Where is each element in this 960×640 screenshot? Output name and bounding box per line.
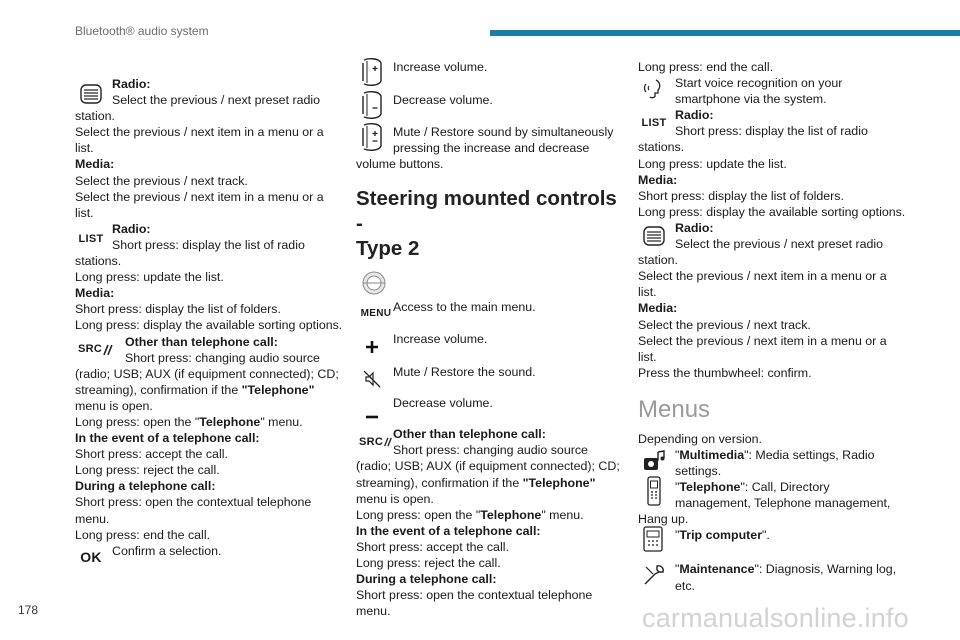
section-heading: Steering mounted controls - bbox=[356, 187, 617, 236]
text-line: Press the thumbwheel: confirm. bbox=[638, 365, 812, 380]
text-span: Maintenance bbox=[679, 562, 755, 577]
list-button-icon bbox=[641, 111, 667, 135]
text-span: ". bbox=[762, 528, 770, 543]
list-entry bbox=[638, 107, 918, 139]
voice-recognition-icon bbox=[641, 77, 667, 101]
text-span: Long press: open the " bbox=[356, 507, 481, 522]
text-line: Short press: changing audio source bbox=[393, 443, 588, 458]
text-line: Start voice recognition on your bbox=[675, 76, 843, 91]
menu-icon-label: MENU bbox=[360, 308, 392, 320]
text-line: list. bbox=[638, 285, 657, 300]
mute-wheel-icon bbox=[359, 125, 385, 149]
text-span: " bbox=[675, 447, 680, 462]
list-icon-label: LIST bbox=[78, 232, 104, 245]
text-span: Trip computer bbox=[679, 528, 763, 543]
text-line: Access to the main menu. bbox=[393, 300, 536, 315]
text-line: settings. bbox=[675, 464, 722, 479]
text-span: streaming), confirmation if the bbox=[75, 382, 242, 397]
text-line: Select the previous / next item in a menu or a bbox=[638, 333, 887, 348]
volume-up-wheel-icon bbox=[359, 60, 385, 84]
mute-icon bbox=[359, 367, 385, 391]
watermark: carmanualsonline.info bbox=[642, 603, 909, 633]
menu-multimedia-entry bbox=[638, 447, 918, 479]
media-heading: Media: bbox=[638, 172, 678, 187]
entry-heading: Other than telephone call: bbox=[393, 427, 546, 442]
text-line: Select the previous / next preset radio bbox=[675, 237, 884, 252]
text-line: menu. bbox=[356, 604, 391, 619]
text-line bbox=[675, 527, 918, 543]
menu-maintenance-entry bbox=[638, 561, 918, 593]
thumbwheel-entry bbox=[75, 76, 345, 108]
text-line bbox=[356, 475, 628, 491]
text-line: Short press: accept the call. bbox=[356, 539, 509, 554]
text-line: Short press: open the contextual telephone bbox=[356, 588, 593, 603]
media-heading: Media: bbox=[75, 286, 115, 301]
source-button-icon bbox=[359, 430, 393, 454]
text-span: " menu. bbox=[541, 507, 584, 522]
plus-entry bbox=[356, 331, 628, 364]
text-line: Decrease volume. bbox=[393, 93, 493, 107]
text-line: Short press: display the list of radio bbox=[112, 237, 305, 252]
text-line bbox=[675, 479, 918, 495]
menu-button-icon bbox=[359, 302, 393, 326]
voice-entry bbox=[638, 75, 918, 107]
column-3 bbox=[638, 59, 918, 594]
telephone-icon bbox=[641, 479, 667, 503]
text-span: Telephone bbox=[199, 414, 261, 429]
volume-up-entry bbox=[356, 59, 628, 92]
text-line: menu is open. bbox=[75, 398, 153, 413]
text-span: Telephone bbox=[480, 507, 542, 522]
menu-entry bbox=[356, 299, 628, 331]
text-line: Mute / Restore the sound. bbox=[393, 365, 536, 380]
text-span: Multimedia bbox=[679, 447, 745, 462]
page-number: 178 bbox=[18, 603, 39, 617]
trip-computer-icon bbox=[641, 527, 667, 551]
menu-trip-computer-entry bbox=[638, 527, 918, 561]
header-accent-bar bbox=[490, 30, 960, 36]
text-line: Increase volume. bbox=[393, 332, 488, 347]
text-line: stations. bbox=[638, 140, 685, 155]
header-title: Bluetooth® audio system bbox=[75, 24, 209, 38]
text-line: Long press: update the list. bbox=[75, 270, 224, 285]
text-line bbox=[675, 447, 918, 463]
entry-heading: Other than telephone call: bbox=[125, 334, 278, 349]
text-line: Depending on version. bbox=[638, 431, 762, 446]
ok-button-icon bbox=[78, 545, 104, 569]
steering-wheel-icon-row bbox=[356, 261, 628, 299]
text-line: Long press: display the available sorting options. bbox=[75, 318, 343, 333]
text-line: station. bbox=[638, 253, 678, 268]
steering-wheel-controls-icon bbox=[359, 270, 389, 296]
text-line: Short press: open the contextual telephone bbox=[75, 495, 312, 510]
text-line: Increase volume. bbox=[393, 60, 488, 74]
text-line: Select the previous / next item in a menu or a bbox=[75, 125, 324, 140]
text-line bbox=[675, 561, 918, 577]
text-span: Long press: open the " bbox=[75, 414, 200, 429]
text-line: Short press: accept the call. bbox=[75, 447, 228, 462]
ok-entry bbox=[75, 543, 345, 569]
text-line: Select the previous / next preset radio bbox=[112, 93, 321, 108]
text-line: Short press: display the list of folders. bbox=[638, 188, 844, 203]
text-span: " bbox=[675, 562, 680, 577]
text-line: (radio; USB; AUX (if equipment connected); CD; bbox=[75, 366, 339, 381]
text-line: list. bbox=[75, 205, 94, 220]
text-line: pressing the increase and decrease bbox=[393, 141, 590, 156]
src-entry bbox=[356, 426, 628, 458]
list-icon-label: LIST bbox=[641, 117, 667, 130]
text-line: Select the previous / next item in a menu or a bbox=[75, 189, 324, 204]
text-line: Long press: end the call. bbox=[75, 527, 211, 542]
ok-icon-label: OK bbox=[80, 548, 102, 565]
text-line: menu is open. bbox=[356, 491, 434, 506]
text-span: ": Media settings, Radio bbox=[744, 447, 875, 462]
text-line: etc. bbox=[675, 578, 695, 593]
text-line: smartphone via the system. bbox=[675, 92, 827, 107]
radio-heading: Radio: bbox=[112, 77, 151, 91]
text-line: menu. bbox=[75, 511, 110, 526]
text-line: Select the previous / next item in a menu or a bbox=[638, 269, 887, 284]
text-line: management, Telephone management, bbox=[675, 496, 891, 511]
src-icon-label: SRC bbox=[78, 343, 103, 356]
plus-icon bbox=[359, 335, 385, 359]
text-line: Mute / Restore sound by simultaneously bbox=[393, 125, 614, 139]
text-line: station. bbox=[75, 109, 115, 124]
text-span: ": Call, Directory bbox=[740, 480, 830, 495]
text-span: ": Diagnosis, Warning log, bbox=[754, 562, 897, 577]
entry-heading: In the event of a telephone call: bbox=[75, 431, 260, 446]
text-line: Select the previous / next track. bbox=[75, 173, 248, 188]
text-line: Decrease volume. bbox=[393, 396, 493, 411]
text-line: Select the previous / next track. bbox=[638, 317, 811, 332]
text-span: "Telephone" bbox=[241, 382, 315, 397]
volume-down-wheel-icon bbox=[359, 93, 385, 117]
list-button-icon bbox=[78, 227, 104, 251]
maintenance-icon bbox=[641, 563, 667, 587]
text-line bbox=[356, 507, 628, 523]
text-line: Short press: display the list of radio bbox=[675, 124, 868, 139]
radio-heading: Radio: bbox=[112, 221, 151, 236]
text-span: " bbox=[675, 528, 680, 543]
minus-icon bbox=[359, 401, 385, 425]
thumbwheel-entry bbox=[638, 220, 918, 252]
entry-heading: During a telephone call: bbox=[356, 572, 497, 587]
thumbwheel-icon bbox=[78, 82, 104, 106]
text-span: Telephone bbox=[679, 480, 741, 495]
column-2 bbox=[356, 59, 628, 619]
text-line bbox=[75, 382, 345, 398]
media-heading: Media: bbox=[638, 301, 678, 316]
src-icon-label: SRC bbox=[359, 436, 384, 449]
phone-slash-icon bbox=[383, 436, 393, 448]
text-line: Confirm a selection. bbox=[112, 543, 222, 558]
menu-telephone-entry bbox=[638, 479, 918, 511]
mute-wheel-entry bbox=[356, 124, 628, 156]
section-heading: Type 2 bbox=[356, 237, 420, 261]
text-line: Long press: reject the call. bbox=[356, 556, 501, 571]
text-line: stations. bbox=[75, 254, 122, 269]
entry-heading: In the event of a telephone call: bbox=[356, 523, 541, 538]
mute-entry bbox=[356, 364, 628, 395]
src-entry bbox=[75, 334, 345, 366]
text-line: Long press: reject the call. bbox=[75, 463, 220, 478]
text-line: Hang up. bbox=[638, 512, 689, 527]
phone-slash-icon bbox=[102, 344, 114, 356]
text-line: Long press: end the call. bbox=[638, 60, 774, 74]
column-1 bbox=[75, 76, 345, 569]
radio-heading: Radio: bbox=[675, 220, 714, 235]
text-line: volume buttons. bbox=[356, 157, 444, 172]
radio-heading: Radio: bbox=[675, 108, 714, 123]
text-line: (radio; USB; AUX (if equipment connected); CD; bbox=[356, 459, 620, 474]
text-line: list. bbox=[75, 141, 94, 156]
text-span: streaming), confirmation if the bbox=[356, 475, 523, 490]
source-button-icon bbox=[78, 338, 114, 362]
text-line bbox=[75, 414, 345, 430]
thumbwheel-icon bbox=[641, 224, 667, 248]
entry-heading: During a telephone call: bbox=[75, 479, 216, 494]
text-span: "Telephone" bbox=[522, 475, 596, 490]
media-heading: Media: bbox=[75, 157, 115, 172]
volume-down-entry bbox=[356, 92, 628, 124]
menus-heading: Menus bbox=[638, 395, 711, 423]
text-line: Long press: display the available sorting options. bbox=[638, 204, 906, 219]
minus-entry bbox=[356, 395, 628, 426]
list-entry bbox=[75, 221, 345, 253]
text-line: Long press: update the list. bbox=[638, 156, 787, 171]
text-line: list. bbox=[638, 349, 657, 364]
text-span: " bbox=[675, 480, 680, 495]
multimedia-icon bbox=[641, 449, 667, 473]
text-line: Short press: changing audio source bbox=[125, 350, 320, 365]
text-line: Short press: display the list of folders. bbox=[75, 302, 281, 317]
text-span: " menu. bbox=[260, 414, 303, 429]
